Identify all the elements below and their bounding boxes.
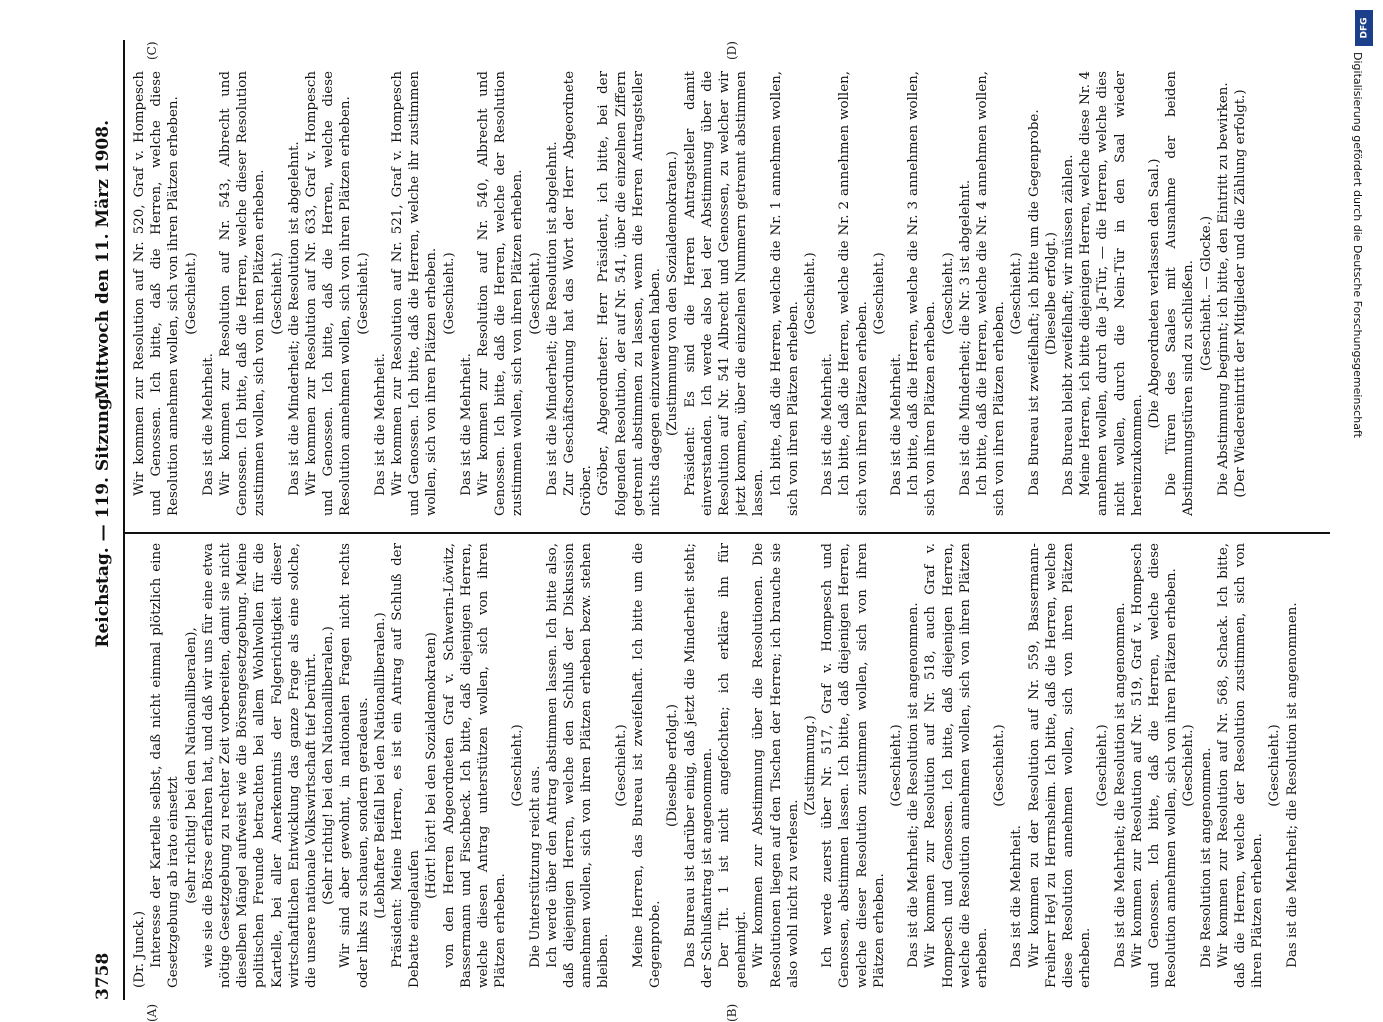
left-paragraph: Der Tit. 1 ist nicht angefochten; ich erkläre ihn für genehmigt. [716,543,750,988]
right-paragraph: Meine Herren, ich bitte diejenigen Herren, welche diese Nr. 4 annehmen wollen, durch die Ja-Tür, — die Herren, welche dies nicht wollen, durch die Nein-Tür in den Saal wieder hereinzukommen. [1078,71,1145,516]
right-paragraph: (Geschieht.) [269,252,285,335]
left-paragraph: (sehr richtig! bei den Nationalliberalen), [183,627,199,904]
right-paragraph: (Geschieht.) [871,252,887,335]
right-paragraph: (Geschieht.) [441,252,457,335]
left-paragraph: (Sehr richtig! bei den Nationalliberalen.) [321,626,337,905]
left-paragraph: (Geschieht.) [992,724,1008,807]
right-column-text [131,71,1249,516]
left-paragraph: (Geschieht.) [613,724,629,807]
right-paragraph: (Geschieht.) [1009,252,1025,335]
right-paragraph: Wir kommen zur Resolution auf Nr. 633, Graf v. Hompesch und Genossen. Ich bitte, daß die Herren, welche diese Resolution annehmen wollen, sich von ihren Plätzen erheben. [304,71,354,516]
left-paragraph: wie sie die Börse erfahren hat, und daß wir uns für eine etwa nötige Gesetzgebung zu rechter Zeit vorbereiten, damit sie nicht dieselben Mängel aufweist wie die Börsengesetzgebung. Meine politischen Freunde betrachten bei allem Wohlwollen für die Kartelle, bei aller Anerkenntnis der Folgerichtigkeit dieser wirtschaftlichen Entwicklung das ganze Frage als eine solche, die unsere nationale Volkswirtschaft tief berührt. [200,543,320,988]
header-rule [123,40,125,1000]
right-paragraph: (Geschieht. — Glocke.) [1198,215,1214,372]
right-column [131,71,1331,516]
right-paragraph: Ich bitte, daß die Herren, welche die Nr. 2 annehmen wollen, sich von ihren Plätzen erheben. [837,71,870,516]
right-paragraph: (Der Wiedereintritt der Mitglieder und die Zählung erfolgt.) [1233,89,1248,498]
right-paragraph: Ich bitte, daß die Herren, welche die Nr. 1 annehmen wollen, sich von ihren Plätzen erheben. [768,71,801,516]
left-paragraph: Ich werde zuerst über Nr. 517, Graf v. Hompesch und Genossen, abstimmen lassen. Ich bitte, daß diejenigen Herren, welche dieser Resolution zustimmen wollen, sich von ihren Plätzen erheben. [820,543,887,988]
left-paragraph: Interesse der Kartelle selbst, daß nicht einmal plötzlich eine Gesetzgebung ab irato einsetzt [149,543,182,988]
left-paragraph: Wir kommen zu der Resolution auf Nr. 559, Bassermann-Freiherr Heyl zu Herrnsheim. Ich bitte, daß die Herren, welche diese Resolution annehmen wollen, sich von ihren Plätzen erheben. [1026,543,1094,988]
right-paragraph: Wir kommen zur Resolution auf Nr. 540, Albrecht und Genossen. Ich bitte, daß die Herren, welche der Resolution zustimmen wollen, sich von ihren Plätzen erheben. [476,71,526,516]
right-paragraph: (Dieselbe erfolgt.) [1043,231,1059,356]
left-paragraph: von den Herren Abgeordneten Graf v. Schwerin-Löwitz, Bassermann und Fischbeck. Ich bitte, daß diejenigen Herren, welche diesen Antrag unterstützen wollen, sich von ihren Plätzen erheben. [441,543,509,988]
right-paragraph: Das ist die Minderheit; die Resolution ist abgelehnt. [544,141,560,496]
left-column-text [148,543,1301,988]
left-paragraph: Das ist die Mehrheit. [1009,825,1025,968]
right-paragraph: Die Abstimmung beginnt; ich bitte, den Eintritt zu bewirken. [1215,82,1231,496]
left-paragraph: (Zustimmung.) [802,715,818,816]
left-paragraph: Das Bureau ist darüber einig, daß jetzt die Minderheit steht; der Schlußantrag ist angenommen. [682,543,715,988]
right-paragraph: (Geschieht.) [527,252,543,335]
right-paragraph: Das Bureau bleibt zweifelhaft; wir müssen zählen. [1060,154,1076,496]
right-paragraph: Das Bureau ist zweifelhaft; ich bitte um die Gegenprobe. [1026,109,1042,496]
left-paragraph: Ich werde über den Antrag abstimmen lassen. Ich bitte also, daß diejenigen Herren, welche den Schluß der Diskussion annehmen wollen, sich von ihren Plätzen erheben bezw. stehen bleiben. [544,543,612,988]
left-paragraph: (Geschieht.) [1095,724,1111,807]
left-paragraph: Das ist die Mehrheit; die Resolution ist angenommen. [1284,602,1300,968]
right-paragraph: Das ist die Minderheit; die Nr. 3 ist abgelehnt. [957,179,973,496]
running-header [85,40,125,1000]
right-paragraph: Das ist die Minderheit; die Resolution ist abgelehnt. [286,141,302,496]
left-paragraph: (Dieselbe erfolgt.) [665,703,681,828]
dfg-logo: DFG [1355,10,1373,46]
right-paragraph: Wir kommen zur Resolution auf Nr. 521, Graf v. Hompesch und Genossen. Ich bitte, daß die Herren, welche ihr zustimmen wollen, sich von ihren Plätzen erheben. [390,71,440,516]
left-paragraph: Wir kommen zur Resolution auf Nr. 568, Schack. Ich bitte, daß die Herren, welche der Resolution zustimmen, sich von ihren Plätzen erheben. [1215,543,1266,988]
margin-marker-d: (D) [725,41,739,60]
left-paragraph: (Geschieht.) [1267,724,1283,807]
left-paragraph: Die Unterstützung reicht aus. [527,765,543,968]
right-paragraph: (Geschieht.) [355,252,371,335]
right-paragraph: Das ist die Mehrheit. [888,353,904,496]
right-paragraph: Das ist die Mehrheit. [200,353,216,496]
left-paragraph: Wir sind aber gewohnt, in nationalen Fragen nicht rechts oder links zu schauen, sondern geradeaus. [338,543,371,988]
page-number: 3758 [93,952,113,1000]
right-paragraph: (Die Abgeordneten verlassen den Saal.) [1146,158,1162,429]
left-paragraph: Die Resolution ist angenommen. [1198,747,1214,968]
left-paragraph: (Hört! hört! bei den Sozialdemokraten) [424,632,440,899]
left-column [131,543,1331,988]
right-paragraph: (Geschieht.) [802,252,818,335]
left-paragraph: (Geschieht.) [1181,724,1197,807]
left-paragraph: Präsident: Meine Herren, es ist ein Antrag auf Schluß der Debatte eingelaufen [390,543,423,988]
left-paragraph: Wir kommen zur Resolution auf Nr. 518, auch Graf v. Hompesch und Genossen. Ich bitte, daß diejenigen Herren, welche die Resolution annehmen wollen, sich von ihren Plätzen erheben. [923,543,990,988]
digitization-credit: Digitalisierung gefördert durch die Deutsche Forschungsgemeinschaft [1351,52,1364,438]
right-paragraph: Das ist die Mehrheit. [820,353,836,496]
speaker-continuation: (Dr. Junck.) [132,910,147,988]
margin-marker-a: (A) [145,1003,159,1022]
margin-marker-c: (C) [145,41,159,60]
left-paragraph: (Geschieht.) [510,724,526,807]
session-date: Mittwoch den 11. März 1908. [93,120,113,400]
right-paragraph: Zur Geschäftsordnung hat das Wort der Herr Abgeordnete Gröber. [562,71,595,516]
right-paragraph: (Geschieht.) [940,252,956,335]
rotated-page [85,40,1345,1022]
right-paragraph: Gröber, Abgeordneter: Herr Präsident, ich bitte, bei der folgenden Resolution, der auf Nr. 541, über die einzelnen Ziffern getrennt abstimmen zu lassen, wenn die Herren Antragsteller nichts dagegen einzuwenden haben. [596,71,664,516]
column-divider [125,532,1330,534]
right-paragraph: Ich bitte, daß die Herren, welche die Nr. 3 annehmen wollen, sich von ihren Plätzen erheben. [906,71,939,516]
right-paragraph: Präsident: Es sind die Herren Antragsteller damit einverstanden. Ich werde also bei der Abstimmung über die Resolution auf Nr. 541 Albrecht und Genossen, zu welcher wir jetzt kommen, über die einzelnen Nummern getrennt abstimmen lassen. [682,71,767,516]
left-paragraph: Das ist die Mehrheit; die Resolution ist angenommen. [906,602,922,968]
margin-marker-b: (B) [725,1003,739,1022]
left-paragraph: (Lebhafter Beifall bei den Nationalliberalen.) [372,612,388,919]
right-paragraph: Das ist die Mehrheit. [458,353,474,496]
right-paragraph: Wir kommen zur Resolution auf Nr. 543, Albrecht und Genossen. Ich bitte, daß die Herren, welche dieser Resolution zustimmen wollen, sich von ihren Plätzen erheben. [218,71,268,516]
left-paragraph: Das ist die Mehrheit; die Resolution ist angenommen. [1112,602,1128,968]
right-paragraph: Ich bitte, daß die Herren, welche die Nr. 4 annehmen wollen, sich von ihren Plätzen erheben. [974,71,1008,516]
left-paragraph: Meine Herren, das Bureau ist zweifelhaft. Ich bitte um die Gegenprobe. [630,543,664,988]
right-paragraph: Die Türen des Saales mit Ausnahme der beiden Abstimmungstüren sind zu schließen. [1164,71,1197,516]
right-paragraph: Das ist die Mehrheit. [372,353,388,496]
left-paragraph: Wir kommen zur Resolution auf Nr. 519, Graf v. Hompesch und Genossen. Ich bitte, daß die Herren, welche diese Resolution annehmen wollen, sich von ihren Plätzen erheben. [1129,543,1180,988]
left-paragraph: (Geschieht.) [888,724,904,807]
right-paragraph: (Geschieht.) [183,252,199,335]
page-title: Reichstag. — 119. Sitzung. [93,392,113,648]
right-paragraph: (Zustimmung von den Sozialdemokraten.) [665,150,681,437]
left-paragraph: Wir kommen zur Abstimmung über die Resolutionen. Die Resolutionen liegen auf den Tischen der Herren; ich brauche sie also wohl nicht zu verlesen. [751,543,801,988]
right-paragraph: Wir kommen zur Resolution auf Nr. 520, Graf v. Hompesch und Genossen. Ich bitte, daß die Herren, welche diese Resolution annehmen wollen, sich von ihren Plätzen erheben. [132,71,182,516]
digitization-sidebar [1353,10,1375,970]
